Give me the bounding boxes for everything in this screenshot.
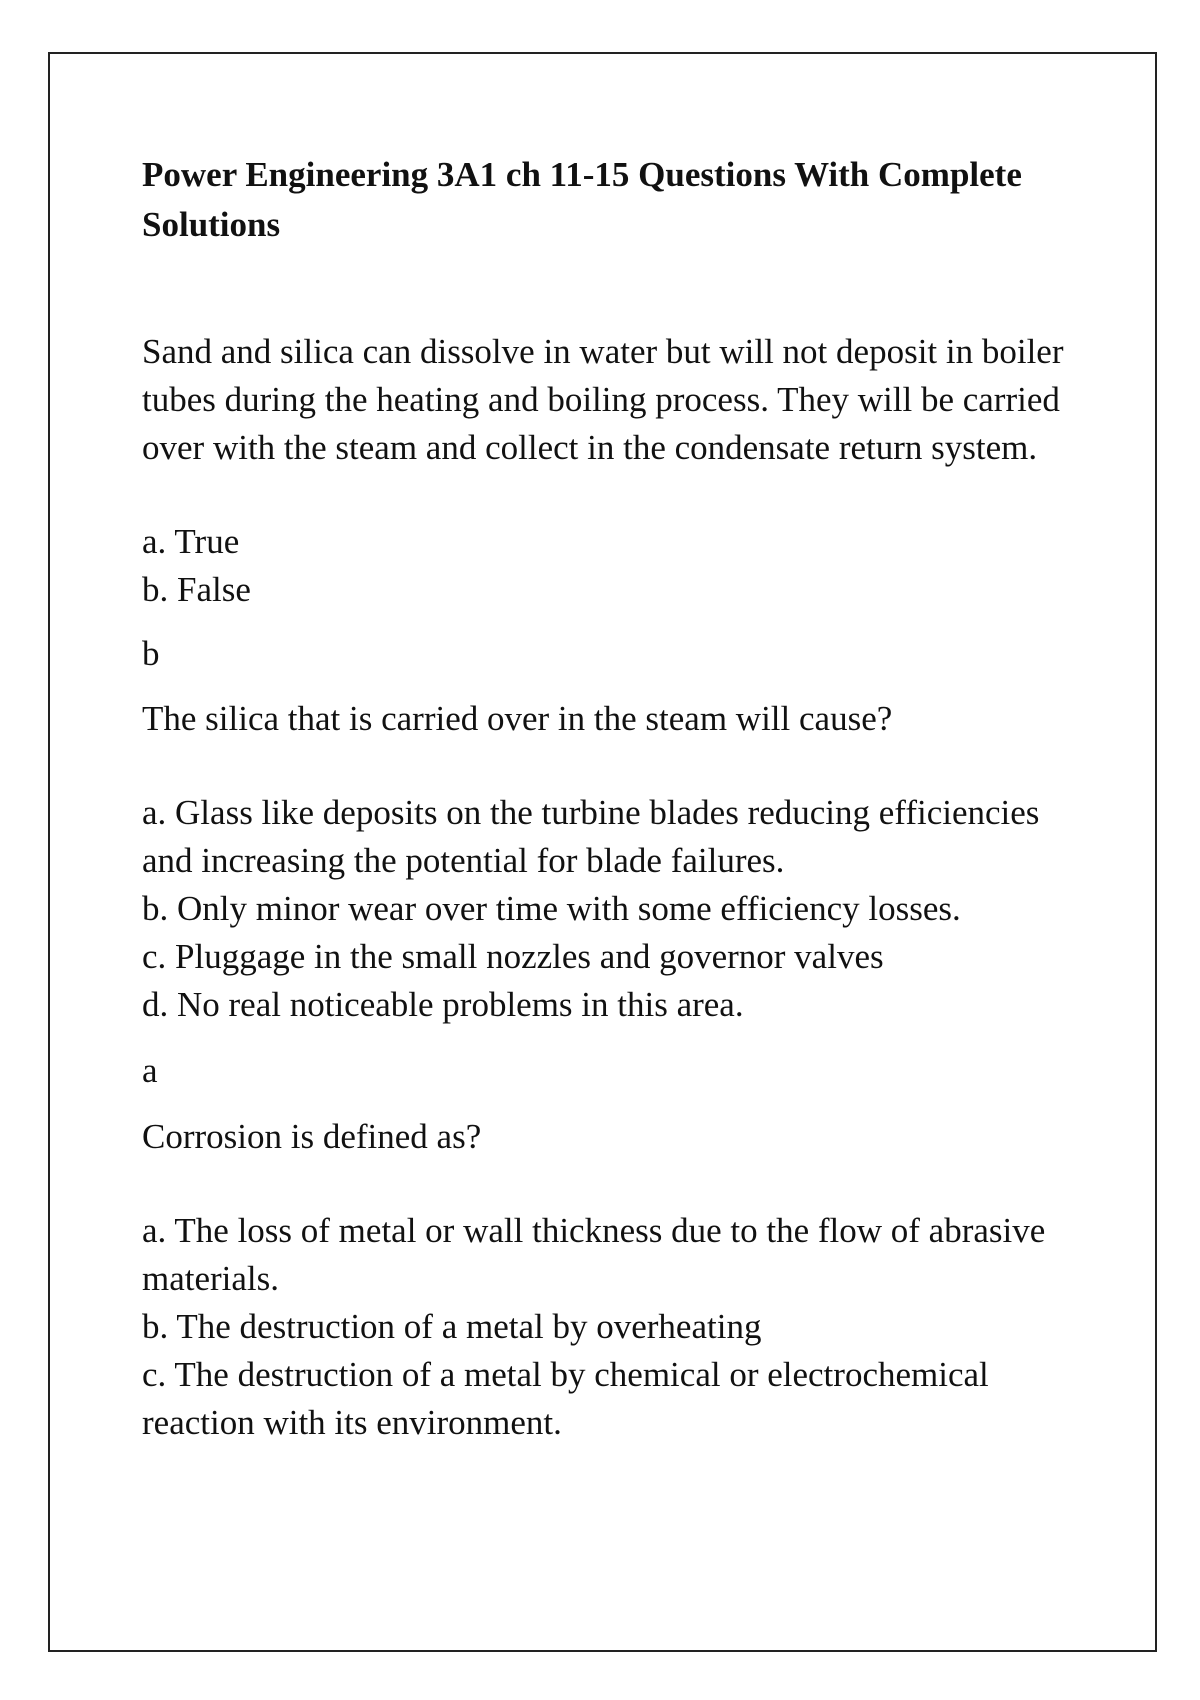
question-2-option-c: c. Pluggage in the small nozzles and governor valves: [142, 937, 884, 976]
question-2-option-a: a. Glass like deposits on the turbine blades reducing efficiencies and increasing the potential for blade failures.: [142, 793, 1040, 880]
question-3-option-b: b. The destruction of a metal by overheating: [142, 1307, 762, 1346]
question-1-answer: b: [142, 634, 160, 673]
question-2: [142, 695, 1082, 1095]
question-2-text: The silica that is carried over in the steam will cause?: [142, 699, 893, 738]
question-1: [142, 328, 1082, 678]
question-2-answer: a: [142, 1051, 158, 1090]
question-1-option-b: b. False: [142, 570, 251, 609]
question-3: [142, 1113, 1082, 1447]
question-3-option-a: a. The loss of metal or wall thickness due to the flow of abrasive materials.: [142, 1211, 1046, 1298]
question-1-options: [142, 518, 1082, 614]
question-2-option-d: d. No real noticeable problems in this area.: [142, 985, 744, 1024]
question-3-text: Corrosion is defined as?: [142, 1117, 482, 1156]
document-title: Power Engineering 3A1 ch 11-15 Questions With Complete Solutions: [142, 155, 1022, 244]
question-3-options: [142, 1207, 1082, 1447]
question-2-option-b: b. Only minor wear over time with some efficiency losses.: [142, 889, 961, 928]
question-1-option-a: a. True: [142, 522, 240, 561]
question-3-option-c: c. The destruction of a metal by chemical or electrochemical reaction with its environment.: [142, 1355, 989, 1442]
question-2-options: [142, 789, 1082, 1029]
document-content: [142, 150, 1082, 1447]
question-1-text: Sand and silica can dissolve in water but will not deposit in boiler tubes during the heating and boiling process. They will be carried over with the steam and collect in the condensate return system.: [142, 332, 1064, 467]
